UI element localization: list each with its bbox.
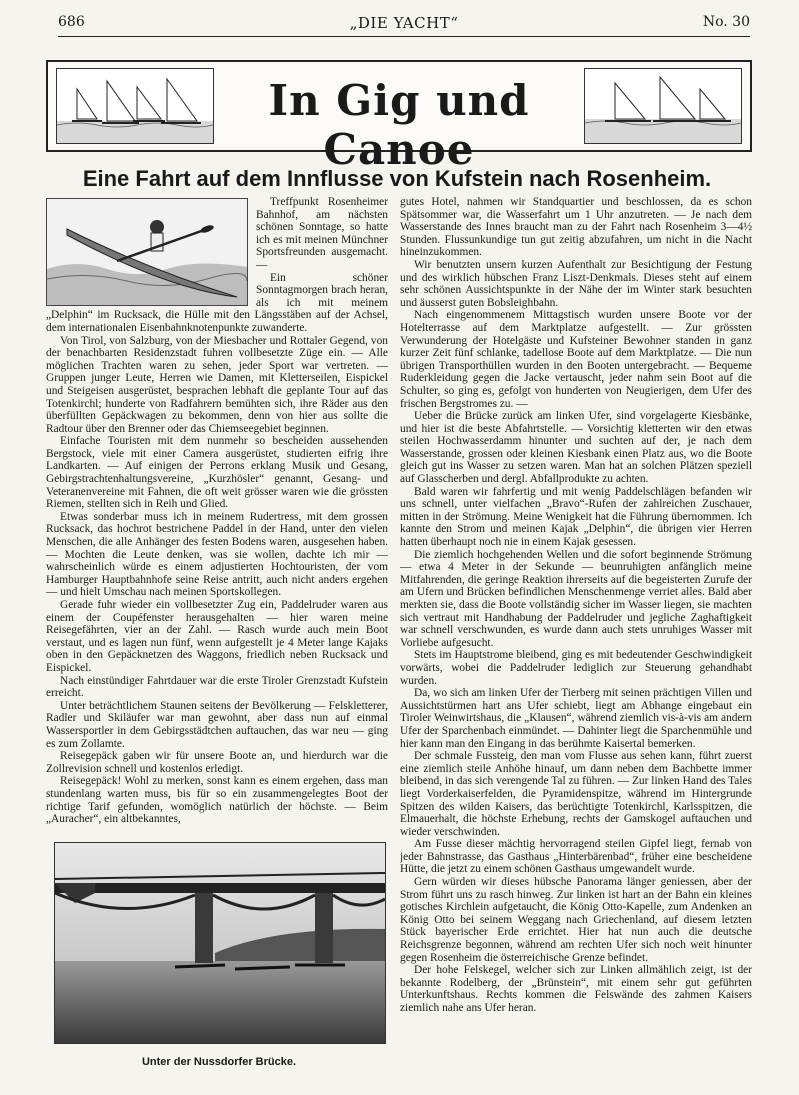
paragraph: Die ziemlich hochgehenden Wellen und die sofort beginnende Strömung — etwa 4 Meter in der Sekunde — beunruhigten anfänglich meine Mitfahrenden, die geringe Reaktion ihrerseits auf die begeisterten Zurufe der am Ufern und Brücken befindlichen Menschenmenge verriet alles. Bald aber merkten sie, dass die Boote vollständig sicher im Wasser liegen, sie machten sich vertraut mit Handhabung der Paddelruder und jegliche Zaghaftigkeit war schnell verschwunden, es wurde dann auch stets unruhiges Wasser mit Vorliebe aufgesucht. <box>400 548 752 649</box>
paragraph: Nach einstündiger Fahrtdauer war die erste Tiroler Grenzstadt Kufstein erreicht. <box>46 674 388 700</box>
paragraph: Gern würden wir dieses hübsche Panorama länger geniessen, aber der Strom führt uns zu rasch hinweg. Zur linken ist hart an der Bahn ein kleines gotisches Kirchlein aufgetaucht, die König Otto-Kapelle, zum Andenken an König Otto bei seinem Weggang nach Griechenland, auf diesem letzten Stück bayerischer Erde errichtet. Hier hat nun auch die deutsche Reichsgrenze begonnen, während am rechten Ufer sich noch weit hinunter gegen Rosenheim die österreichische Grenze befindet. <box>400 876 752 964</box>
paragraph: Reisegepäck! Wohl zu merken, sonst kann es einem ergehen, dass man stundenlang warten muss, bis für so ein zusammengelegtes Boot der richtige Tarif gefunden, womöglich natürlich der höchste. — Beim „Auracher“, ein altbekanntes, <box>46 775 388 826</box>
paragraph: Stets im Hauptstrome bleibend, ging es mit bedeutender Geschwindigkeit vorwärts, wobei die Paddelruder lediglich zur Steuerung gehandhabt wurden. <box>400 649 752 687</box>
paragraph: Nach eingenommenem Mittagstisch wurden unsere Boote vor der Hotelterrasse auf dem Marktplatze aufgestellt. — Zur grössten Verwunderung der Hotelgäste und Kufsteiner Bewohner standen in ganz kurzer Zeit fünf schlanke, tadellose Boote auf dem Marktplatze. — Die nun übrigen Transporthüllen wurden in den Booten untergebracht. — Bequeme Ruderkleidung gegen die Jacke vertauscht, jeder nahm sein Boot auf die Schulter, so ging es, gefolgt von hunderten von Neugierigen, dem Ufer des frischen Bergstromes zu. — <box>400 309 752 410</box>
article-headline: Eine Fahrt auf dem Innflusse von Kufstein nach Rosenheim. <box>82 166 712 191</box>
paragraph: Treffpunkt Rosenheimer Bahnhof, am nächsten schönen Sonntage, so hatte ich es mit meinen Münchner Sportsfreunden ausgemacht. — <box>256 196 388 271</box>
journal-title: „DIE YACHT“ <box>349 14 459 32</box>
paragraph: Wir benutzten unsern kurzen Aufenthalt zur Besichtigung der Festung und des wirklich hübschen Franz Liszt-Denkmals. Dieses steht auf einem sehr schönen Aussichtspunkte in der Nähe der im Winter stark besuchten und äusserst guten Bobsleighbahn. <box>400 258 752 309</box>
section-banner <box>46 60 752 174</box>
paragraph: Bald waren wir fahrfertig und mit wenig Paddelschlägen befanden wir uns schnell, unter vielfachen „Bravo“-Rufen der zahlreichen Zuschauer, mitten in der Strömung. Meine Wenigkeit hat die Führung übernommen. Ich kannte den Strom und meinen Kajak „Delphin“, die übrigen vier Herren hatten überhaupt noch nie in einem Kajak gesessen. <box>400 485 752 549</box>
page-number: 686 <box>58 14 85 30</box>
page-header <box>58 14 750 37</box>
paragraph: Unter beträchtlichem Staunen seitens der Bevölkerung — Felskletterer, Radler und Skiläufer war man gewohnt, aber dass nun auf einmal Wassersportler in dem Gebirgsstädtchen auftauchen, das war neu — ging es zum Zollamte. <box>46 699 388 750</box>
paragraph: Der schmale Fussteig, den man vom Flusse aus sehen kann, führt zuerst eine ziemlich steile Anhöhe hinauf, um dann neben dem Bachbette immer bleibend, in das sich verengende Tal zu führen. — Zur linken Hand des Tales liegt Vorderkaiserfelden, die Pyramidenspitze, während im Hintergrunde Spitzen des wilden Kaisers, das berüchtigte Totenkirchl, Karlsspitzen, die Elmauerhalt, die höchste Erhebung, rechts der Gamskogel auftauchen und wieder verschwinden. <box>400 750 752 838</box>
section-title: In Gig und Canoe <box>268 76 530 174</box>
paragraph: Von Tirol, von Salzburg, von der Miesbacher und Rottaler Gegend, von der benachbarten Residenzstadt fuhren vollbesetzte Züge ein. — Alle möglichen Trachten waren zu sehen, jeder Sport war vertreten. — Gruppen junger Leute, Herren wie Damen, mit Kletterseilen, Eispickel und Steigeisen ausgerüstet, besprachen lebhaft die geplante Tour auf das Totenkirchl; hunderte von Radfahrern bemühten sich, ihre Räder aus den überfüllten Gepäckwagen zu bekommen, denn von hier aus sollte die Radtour über den Brenner oder das Chiemseegebiet beginnen. <box>46 334 388 435</box>
paragraph: Etwas sonderbar muss ich in meinem Rudertress, mit dem grossen Rucksack, das hochrot bestrichene Paddel in der Hand, unter den vielen Menschen, die alle Anhänger des festen Bodens waren, ausgesehen haben. — Mochten die Leute denken, was sie wollen, dachte ich mir — wahrscheinlich würde es einem adjustierten Hochtouristen, der vom Hamburger Hauptbahnhofe seine Reise antritt, auch nicht anders ergehen — und hielt Umschau nach meinen Sportskollegen. <box>46 510 388 599</box>
sailboats-left-icon <box>56 68 214 144</box>
paragraph: Am Fusse dieser mächtig hervorragend steilen Gipfel liegt, fernab von jeder Bahnstrasse, das Gasthaus „Hinterbärenbad“, früher eine bescheidene Hütte, die jetzt zu einem schönen Gasthaus umgewandelt wurde. <box>400 838 752 876</box>
right-column <box>400 196 752 1071</box>
left-column <box>46 196 388 836</box>
paragraph: Gerade fuhr wieder ein vollbesetzter Zug ein, Paddelruder waren aus einem der Coupéfenster herausgehalten — hier waren meine Reisegefährten, vier an der Zahl. — Rasch wurde auch mein Boot verstaut, und es lagen nun fünf, wenn aufgestellt je 4 Meter lange Kajaks oben in den Gepäcknetzen des Waggons, friedlich neben Rucksack und Eispickel. <box>46 599 388 674</box>
paragraph: Da, wo sich am linken Ufer der Tierberg mit seinen prächtigen Villen und Aussichtstürmen hart ans Ufer schiebt, liegt am Abhange eingebaut ein Tiroler Weinwirtshaus, die „Klausen“, während ziemlich vis-à-vis am andern Ufer der Sparchenbach einmündet. — Dahinter liegt die Sparchenmühle und hier kann man den Eingang in das berühmte Kaisertal bemerken. <box>400 687 752 750</box>
paragraph: gutes Hotel, nahmen wir Standquartier und beschlossen, da es schon Spätsommer war, die Wasserfahrt um 1 Uhr anzutreten. — Je nach dem Wasserstande des Innes braucht man zu der Fahrt nach Rosenheim 3—4½ Stunden. Flussunkundige tun gut zeitig abzufahren, um nicht in die Nacht hineinzukommen. <box>400 196 752 259</box>
paragraph: Ueber die Brücke zurück am linken Ufer, sind vorgelagerte Kiesbänke, und hier ist die beste Abfahrtstelle. — Vorsichtig kletterten wir den etwas steilen Hochwasserdamm hinunter und suchten auf der, je nach dem Wasserstande, grossen oder kleinen Kiesbank einen Platz aus, wo die Boote gleich gut ins Wasser zu setzen waren. Man hat an solchen Plätzen speziell auf Glasscherben und dergl. Abfallprodukte zu achten. <box>400 410 752 486</box>
paragraph: Einfache Touristen mit dem nunmehr so bescheiden aussehenden Bergstock, viele mit einer Camera ausgerüstet, studierten eifrig ihre Landkarten. — Auf einigen der Perrons erklang Musik und Gesang, Gebirgstrachtenhaltungsvereine, „Kurzhösler“ genannt, Gesang- und Veteranenvereine mit Fahnen, die oft weit grösser waren wie die grössten Riemen, stellten sich in Reih und Glied. <box>46 435 388 511</box>
bridge-photo-icon <box>54 842 386 1044</box>
photo-caption: Unter der Nussdorfer Brücke. <box>141 1056 297 1068</box>
paragraph: Reisegepäck gaben wir für unsere Boote an, und hierdurch war die Zollrevision schnell und kostenlos erledigt. <box>46 750 388 775</box>
issue-number: No. 30 <box>702 14 750 30</box>
paragraph: Der hohe Felskegel, welcher sich zur Linken allmählich zeigt, ist der bekannte Rodelberg, der „Brünstein“, mit einem sehr gut geführten Unterkunftshaus. Rechts kommen die Felswände des zahmen Kaisers ziemlich nahe ans Ufer heran. <box>400 964 752 1014</box>
sailboats-right-icon <box>584 68 742 144</box>
paragraph: Ein schöner Sonntagmorgen brach heran, als ich mit meinem „Delphin“ im Rucksack, die Hülle mit den Längsstäben auf der Achsel, dem internationalen Eisenbahnknotenpunkte zuwanderte. <box>46 271 388 334</box>
kayaker-illustration-icon <box>46 198 248 306</box>
